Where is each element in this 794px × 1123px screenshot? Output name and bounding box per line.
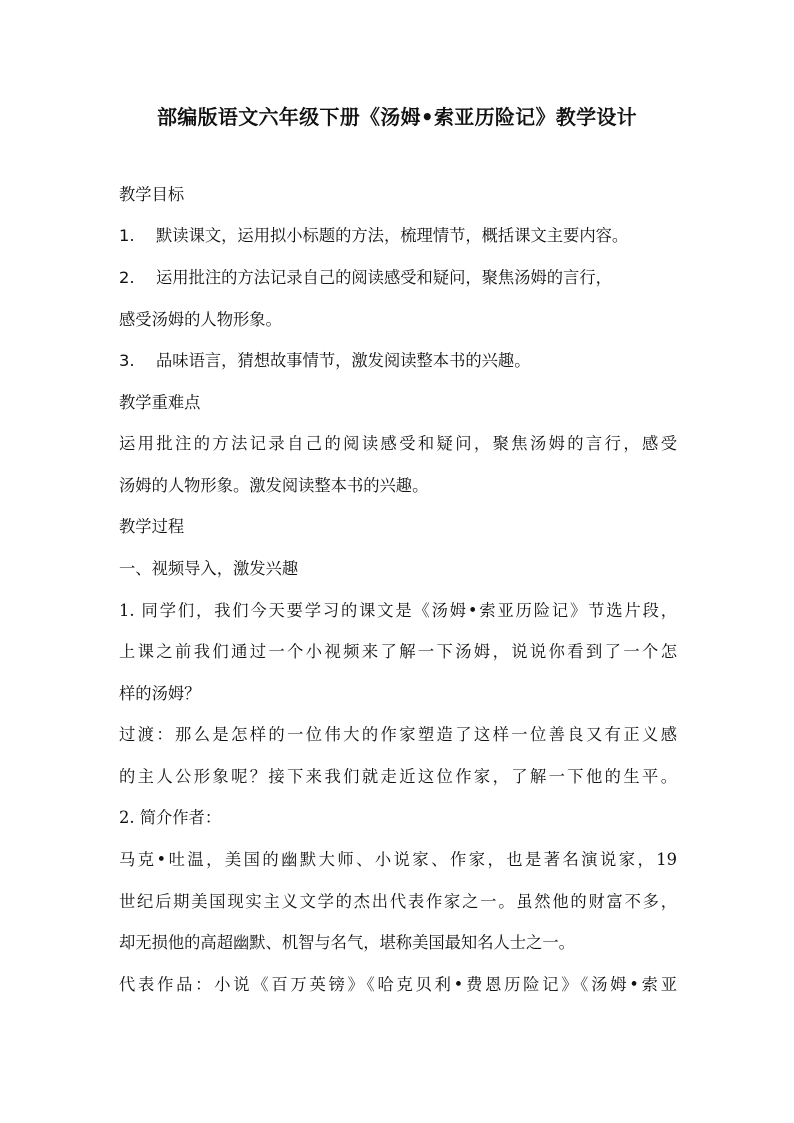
body-line: 上课之前我们通过一个小视频来了解一下汤姆，说说你看到了一个怎 [119,642,677,661]
body-line: 的主人公形象呢？接下来我们就走近这位作家，了解一下他的生平。 [119,767,677,786]
subsection-heading-video-intro: 一、视频导入，激发兴趣 [119,559,299,578]
goal-item-3 [119,348,530,374]
goal-number-3: 3. [119,351,135,370]
goal-item-1 [119,223,628,249]
body-line: 代表作品：小说《百万英镑》《哈克贝利•费恩历险记》《汤姆•索亚 [119,975,677,994]
body-line: 1. 同学们，我们今天要学习的课文是《汤姆•索亚历险记》节选片段， [119,601,677,620]
document-title: 部编版语文六年级下册《汤姆•索亚历险记》教学设计 [157,105,637,129]
body-line: 汤姆的人物形象。激发阅读整本书的兴趣。 [119,476,429,495]
goal-text-2: 运用批注的方法记录自己的阅读感受和疑问，聚焦汤姆的言行， [156,268,612,287]
body-line: 世纪后期美国现实主义文学的杰出代表作家之一。虽然他的财富不多， [119,892,677,911]
subsection-heading-author-intro: 2. 简介作者： [119,808,222,827]
section-heading-teaching-goals: 教学目标 [119,185,185,204]
goal-text-1: 默读课文，运用拟小标题的方法，梳理情节，概括课文主要内容。 [156,226,629,245]
body-line: 样的汤姆？ [119,684,201,703]
goal-text-3: 品味语言，猜想故事情节，激发阅读整本书的兴趣。 [156,351,531,370]
body-line: 过渡：那么是怎样的一位伟大的作家塑造了这样一位善良又有正义感 [119,725,677,744]
goal-number-2: 2. [119,268,135,287]
body-line: 马克•吐温，美国的幽默大师、小说家、作家，也是著名演说家，19 [119,850,677,869]
body-line: 却无损他的高超幽默、机智与名气，堪称美国最知名人士之一。 [119,933,575,952]
section-heading-teaching-process: 教学过程 [119,517,185,536]
body-line: 运用批注的方法记录自己的阅读感受和疑问，聚焦汤姆的言行，感受 [119,434,677,453]
goal-text-2-continued: 感受汤姆的人物形象。 [119,310,282,329]
section-heading-key-difficulties: 教学重难点 [119,393,201,412]
goal-item-2 [119,265,612,291]
goal-number-1: 1. [119,226,135,245]
